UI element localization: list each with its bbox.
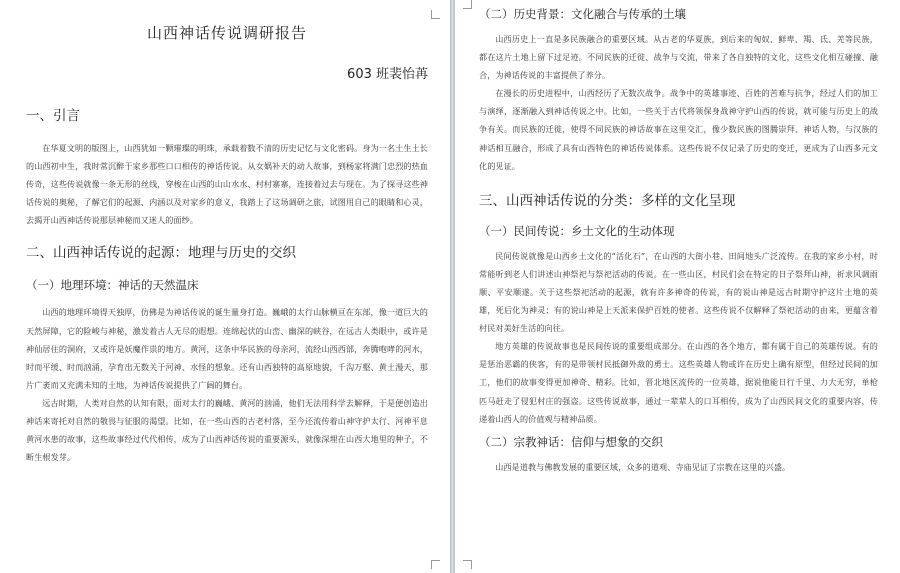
section-heading-origin: 二、山西神话传说的起源：地理与历史的交织	[26, 245, 296, 262]
paragraph: 民间传说就像是山西乡土文化的“活化石”，在山西的大街小巷、田间地头广泛流传。在我的家乡小村，时常能听到老人们讲述山神祭祀与祭祀活动的传说。在一些山区，村民们会在特定的日子祭拜山神，祈求风调雨顺、平安顺遂。关于这些祭祀活动的起源，就有许多神奇的传说，有的说山神是远古时期守护这片土地的英雄，死后化为神灵；有的说山神是上天派来保护百姓的使者。这些传说不仅解释了祭祀活动的由来，更蕴含着村民对美好生活的向往。	[479, 250, 878, 334]
document-page-right	[455, 0, 900, 573]
page-corner-mark	[431, 560, 440, 569]
subsection-heading-history: （二）历史背景：文化融合与传承的土壤	[479, 7, 686, 21]
page-corner-mark	[463, 560, 472, 569]
page-corner-mark	[431, 10, 440, 19]
subsection-heading-religion: （二）宗教神话：信仰与想象的交织	[479, 434, 663, 449]
paragraph: 山西是道教与佛教发展的重要区域，众多的道观、寺庙见证了宗教在这里的兴盛。	[495, 461, 791, 472]
page-corner-mark	[463, 0, 472, 9]
section-heading-intro: 一、引言	[26, 108, 80, 124]
paragraph: 山西历史上一直是多民族融合的重要区域。从古老的华夏族，到后来的匈奴、鲜卑、羯、氐、羌等民族，都在这片土地上留下过足迹。不同民族的迁徙、战争与交流，带来了各自独特的文化，这些文化相互碰撞、融合，为神话传说的丰富提供了养分。	[479, 34, 878, 81]
document-title: 山西神话传说调研报告	[146, 24, 307, 42]
paragraph: 在漫长的历史进程中，山西经历了无数次战争。战争中的英雄事迹、百姓的苦难与抗争，经过人们的加工与演绎，逐渐融入到神话传说之中。比如，一些关于古代将领保身战神守护山西的传说，就可能与历史上的战争有关。而民族的迁徙，使得不同民族的神话故事在这里交汇，像少数民族的图腾崇拜、神话人物，与汉族的神话相互融合，形成了具有山西特色的神话传说体系。这些传说不仅记录了历史的变迁，更成为了山西多元文化的见证。	[479, 88, 878, 171]
paragraph: 山西的地理环境得天独厚，仿佛是为神话传说的诞生量身打造。巍峨的太行山脉横亘在东部，像一道巨大的天然屏障，它的险峻与神秘，激发着古人无尽的遐想。连绵起伏的山峦、幽深的峡谷，在远古人类眼中，或许是神仙居住的洞府，又或许是妖魔作祟的地方。黄河，这条中华民族的母亲河，流经山西西部，奔腾咆哮的河水，时而平缓、时而汹涌，孕育出无数关于河神、水怪的想象。还有山西独特的高原地貌，千沟万壑、黄土漫天，那片广袤而又充满未知的土地，为神话传说提供了广阔的舞台。	[26, 307, 428, 390]
author-line: 603 班裴怡苒	[347, 67, 428, 82]
paragraph: 在华夏文明的版图上，山西犹如一颗璀璨的明珠，承载着数不清的历史记忆与文化密码。身为一名土生土长的山西初中生，我时常沉醉于家乡那些口口相传的神话传说。从女娲补天的动人故事，到杨家将满门忠烈的热血传奇，这些传说就像一条无形的丝线，穿梭在山西的山山水水、村村寨寨，连接着过去与现在。为了探寻这些神话传说的奥秘，了解它们的起源、内涵以及对家乡的意义，我踏上了这场调研之旅，试图用自己的眼睛和心灵，去揭开山西神话传说那层神秘而又迷人的面纱。	[26, 143, 428, 226]
section-heading-classification: 三、山西神话传说的分类：多样的文化呈现	[479, 192, 736, 209]
subsection-heading-geography: （一）地理环境：神话的天然温床	[26, 278, 199, 293]
paragraph: 地方英雄的传说故事也是民间传说的重要组成部分。在山西的各个地方，都有属于自己的英雄传说。有的是惩治恶霸的侠客，有的是带领村民抵御外敌的勇士。这些英雄人物或许在历史上确有原型，但经过民间的加工，他们的故事变得更加神奇、精彩。比如，晋北地区流传的一位英雄，据说他能日行千里、力大无穷，单枪匹马赶走了侵犯村庄的强盗。这些传说故事，通过一辈辈人的口耳相传，成为了山西民间文化的重要内容，传递着山西人的价值观与精神品质。	[479, 341, 878, 424]
paragraph: 远古时期，人类对自然的认知有限，面对太行的巍峨、黄河的汹涌，他们无法用科学去解释，于是便创造出神话来寄托对自然的敬畏与征服的渴望。比如，在一些山西的古老村落，至今还流传着山神守护太行、河神平息黄河水患的故事，这些故事经过代代相传，成为了山西神话传说的重要源头，就像深埋在山西大地里的种子，不断生根发芽。	[26, 397, 428, 463]
subsection-heading-folk: （一）民间传说：乡土文化的生动体现	[479, 223, 675, 238]
